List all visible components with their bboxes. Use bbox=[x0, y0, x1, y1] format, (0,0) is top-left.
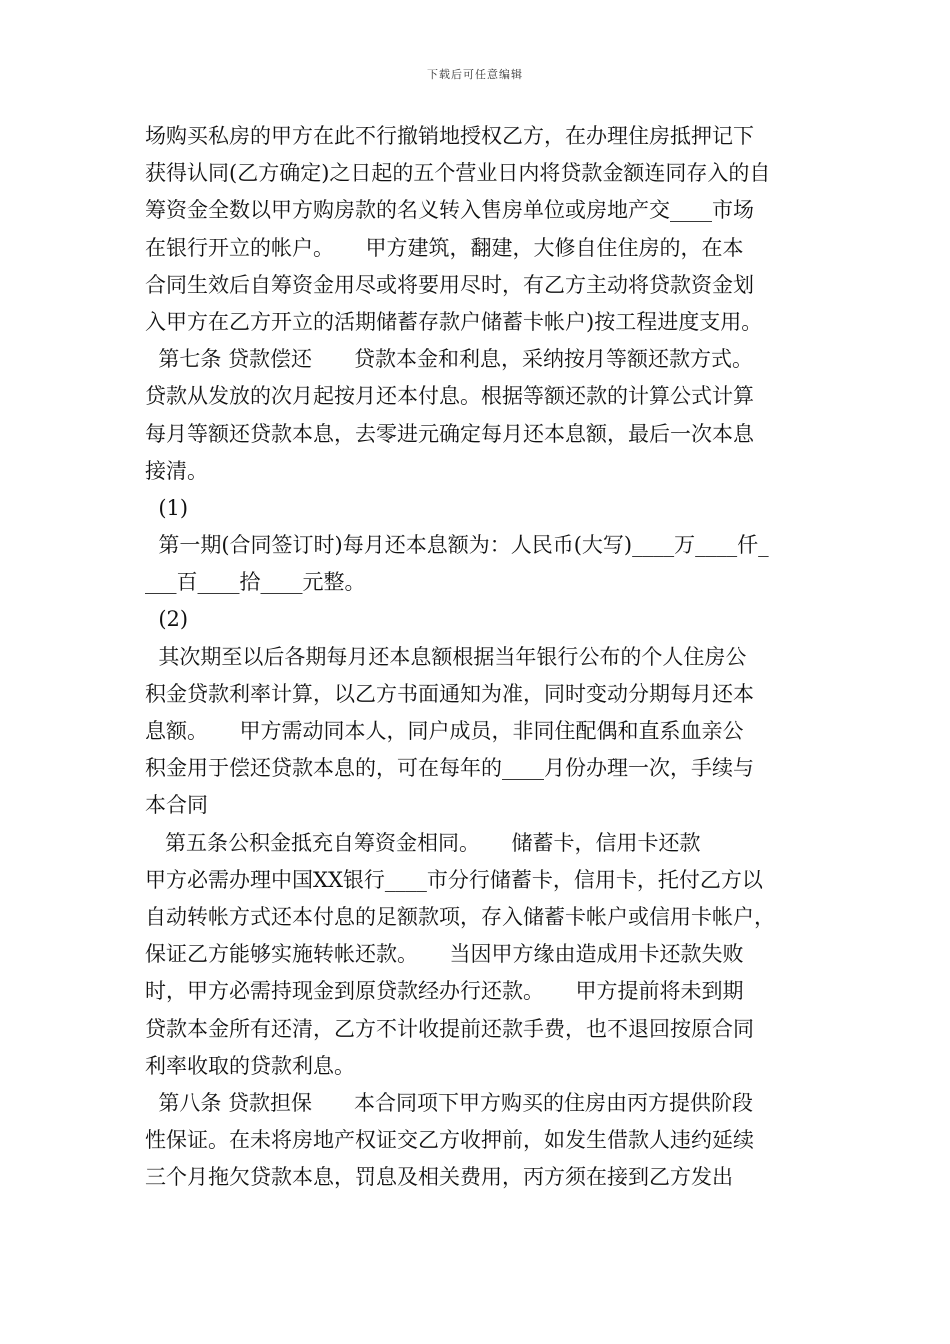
text-line: 贷款本金所有还清，乙方不计收提前还款手费，也不退回按原合同 bbox=[145, 1016, 754, 1041]
text-line: 贷款从发放的次月起按月还本付息。根据等额还款的计算公式计算 bbox=[145, 384, 754, 409]
text-line: 第八条 贷款担保 本合同项下甲方购买的住房由丙方提供阶段 bbox=[145, 1090, 754, 1115]
text-line: 三个月拖欠贷款本息，罚息及相关费用，丙方须在接到乙方发出 bbox=[145, 1165, 733, 1190]
text-line: 获得认同(乙方确定)之日起的五个营业日内将贷款金额连同存入的自 bbox=[145, 161, 771, 186]
text-line: 积金用于偿还贷款本息的，可在每年的____月份办理一次，手续与 bbox=[145, 756, 754, 781]
text-line: 积金贷款利率计算，以乙方书面通知为准，同时变动分期每月还本 bbox=[145, 681, 754, 706]
text-line: 性保证。在未将房地产权证交乙方收押前，如发生借款人违约延续 bbox=[145, 1128, 754, 1153]
text-line: 合同生效后自筹资金用尽或将要用尽时，有乙方主动将贷款资金划 bbox=[145, 272, 754, 297]
text-line: 每月等额还贷款本息，去零进元确定每月还本息额，最后一次本息 bbox=[145, 421, 754, 446]
text-line: 第七条 贷款偿还 贷款本金和利息，采纳按月等额还款方式。 bbox=[145, 347, 754, 372]
text-line: 保证乙方能够实施转帐还款。 当因甲方缘由造成用卡还款失败 bbox=[145, 942, 744, 967]
text-line: 入甲方在乙方开立的活期储蓄存款户储蓄卡帐户)按工程进度支用。 bbox=[145, 309, 763, 334]
text-line: 第五条公积金抵充自筹资金相同。 储蓄卡，信用卡还款 bbox=[145, 830, 701, 855]
text-line: 在银行开立的帐户。 甲方建筑，翻建，大修自住住房的，在本 bbox=[145, 235, 744, 260]
text-line: 自动转帐方式还本付息的足额款项，存入储蓄卡帐户或信用卡帐户， bbox=[145, 904, 775, 929]
text-line: 其次期至以后各期每月还本息额根据当年银行公布的个人住房公 bbox=[145, 644, 747, 669]
document-body bbox=[145, 118, 810, 1196]
text-line: 接清。 bbox=[145, 458, 208, 483]
text-line: 场购买私房的甲方在此不行撤销地授权乙方，在办理住房抵押记下 bbox=[145, 124, 754, 148]
text-line: 甲方必需办理中国XX银行____市分行储蓄卡，信用卡，托付乙方以 bbox=[145, 867, 763, 892]
text-line: 筹资金全数以甲方购房款的名义转入售房单位或房地产交____市场 bbox=[145, 198, 754, 223]
text-line: (1) bbox=[145, 495, 189, 520]
text-line: 本合同 bbox=[145, 793, 208, 818]
text-line: 息额。 甲方需动同本人，同户成员，非同住配偶和直系血亲公 bbox=[145, 719, 744, 743]
text-line: (2) bbox=[145, 607, 189, 632]
text-line: 第一期(合同签订时)每月还本息额为：人民币(大写)____万____仟_ bbox=[145, 533, 769, 558]
text-line: ___百____拾____元整。 bbox=[145, 570, 366, 595]
text-line: 利率收取的贷款利息。 bbox=[145, 1053, 355, 1078]
page-header: 下载后可任意编辑 bbox=[427, 68, 523, 81]
text-line: 时，甲方必需持现金到原贷款经办行还款。 甲方提前将未到期 bbox=[145, 979, 744, 1004]
